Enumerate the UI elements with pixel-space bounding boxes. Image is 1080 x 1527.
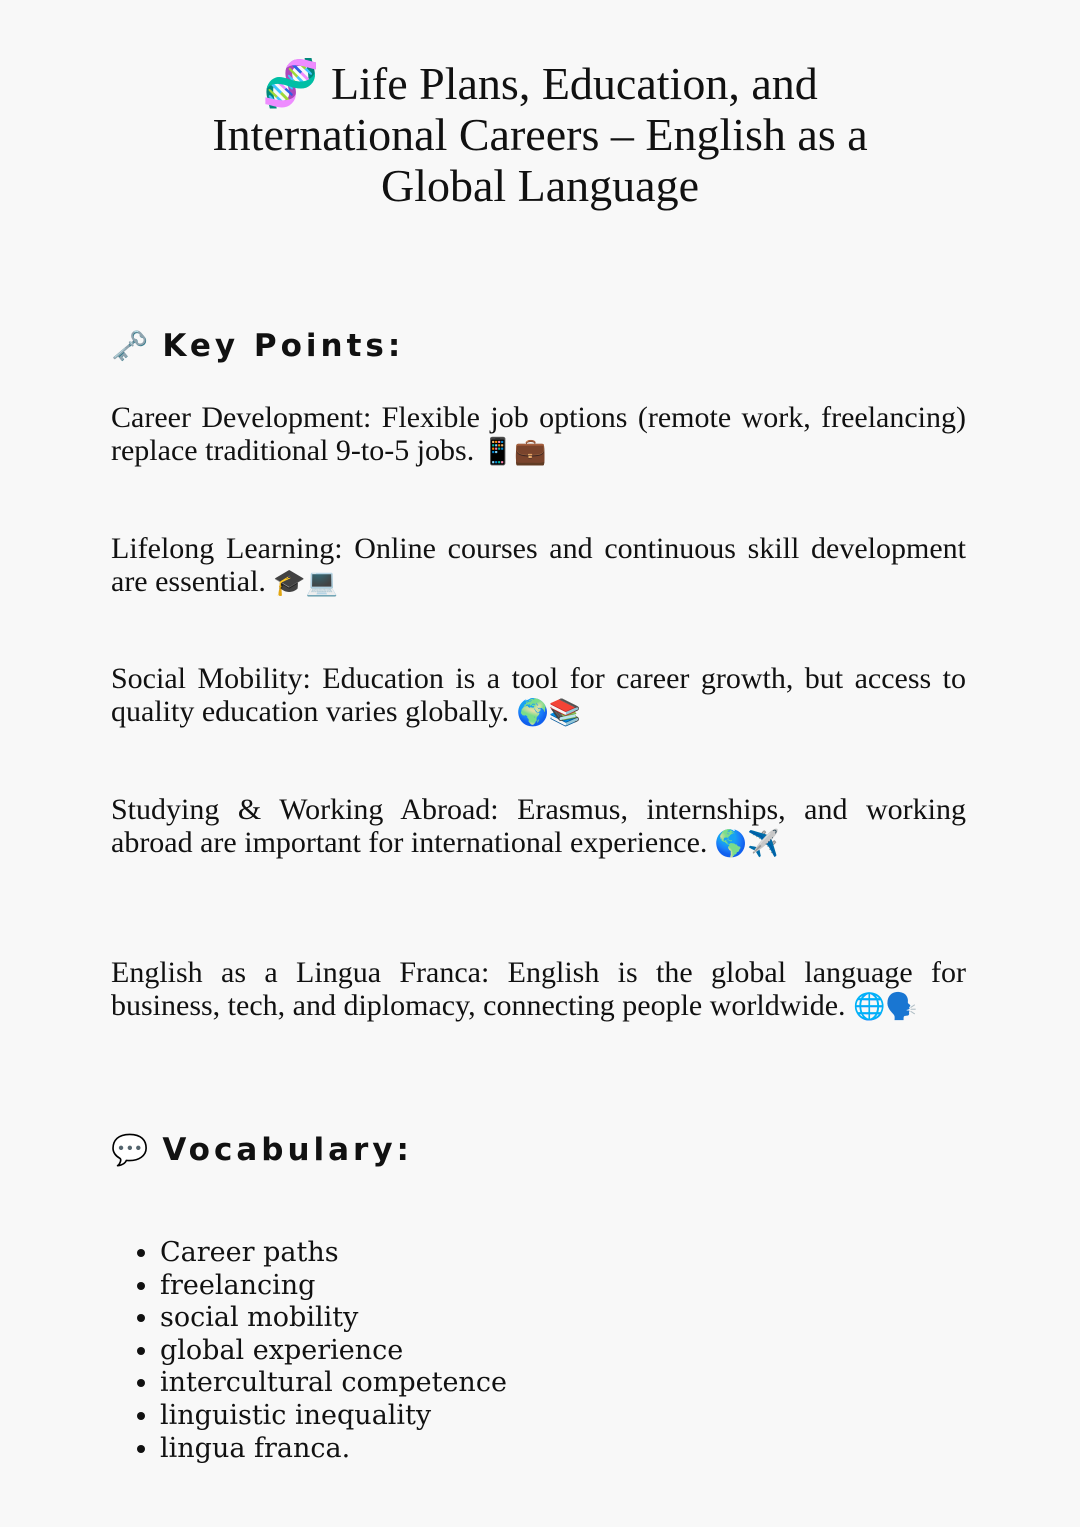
key-points-heading-text: Key Points: [162, 328, 405, 364]
key-points-heading [111, 328, 404, 364]
globe-books-icon: 🌍📚 [516, 698, 582, 728]
vocabulary-heading-text: Vocabulary: [162, 1132, 413, 1168]
vocabulary-item: • linguistic inequality [160, 1400, 507, 1433]
graduation-cap-laptop-icon: 🎓💻 [273, 568, 339, 598]
key-point-lingua-franca: English as a Lingua Franca: English is the global language for business, tech, and diplomacy, connecting people worldwide. 🌐🗣️ [111, 956, 966, 1022]
vocabulary-item: • global experience [160, 1335, 507, 1368]
key-point-social-mobility: Social Mobility: Education is a tool for career growth, but access to quality education varies globally. 🌍📚 [111, 662, 966, 728]
page-title [150, 58, 930, 211]
vocabulary-item: • lingua franca. [160, 1433, 507, 1466]
vocabulary-item: • intercultural competence [160, 1367, 507, 1400]
vocabulary-item: • Career paths [160, 1237, 507, 1270]
vocabulary-list [111, 1237, 507, 1465]
phone-briefcase-icon: 📱💼 [481, 437, 547, 467]
dna-icon: 🧬 [262, 58, 320, 109]
globe-airplane-icon: 🌎✈️ [714, 829, 780, 859]
globe-speaking-head-icon: 🌐🗣️ [853, 992, 918, 1022]
title-text: Life Plans, Education, and International Careers – English as a Global Language [212, 58, 868, 211]
key-point-lifelong-learning: Lifelong Learning: Online courses and continuous skill development are essential. 🎓💻 [111, 532, 966, 598]
old-key-icon: 🗝️ [111, 328, 149, 364]
speech-bubble-icon: 💬 [111, 1132, 149, 1168]
vocabulary-heading [111, 1132, 413, 1168]
key-point-career-development: Career Development: Flexible job options (remote work, freelancing) replace traditional 9-to-5 jobs. 📱💼 [111, 401, 966, 467]
key-point-studying-abroad: Studying & Working Abroad: Erasmus, internships, and working abroad are important for international experience. 🌎✈️ [111, 793, 966, 859]
vocabulary-item: • social mobility [160, 1302, 507, 1335]
vocabulary-item: • freelancing [160, 1270, 507, 1303]
